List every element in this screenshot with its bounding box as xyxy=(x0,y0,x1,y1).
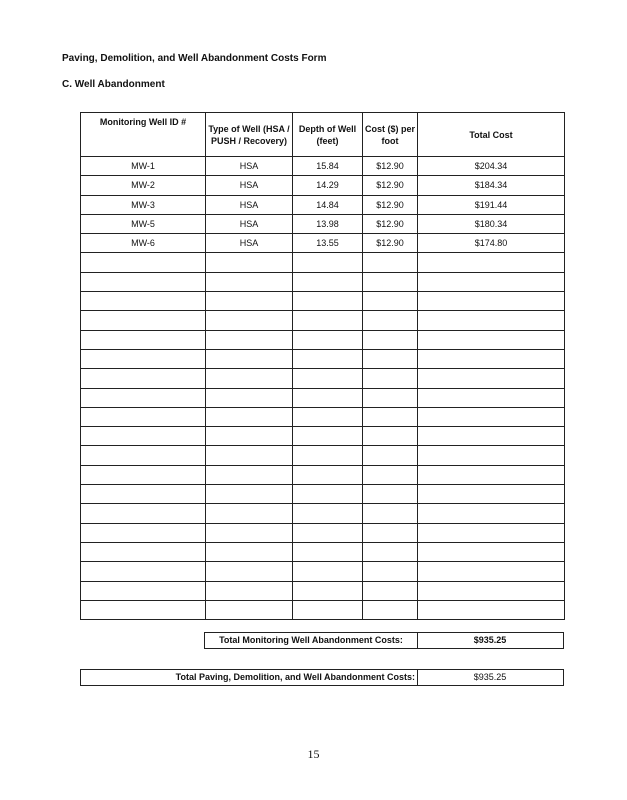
empty-cell xyxy=(81,407,206,426)
empty-cell xyxy=(293,407,363,426)
empty-cell xyxy=(363,600,418,619)
empty-table-row xyxy=(81,523,565,542)
well-type-cell: HSA xyxy=(206,195,293,214)
empty-table-row xyxy=(81,388,565,407)
total-cost-cell: $174.80 xyxy=(418,234,565,253)
empty-cell xyxy=(293,562,363,581)
empty-cell xyxy=(206,349,293,368)
empty-table-row xyxy=(81,272,565,291)
empty-cell xyxy=(293,349,363,368)
depth-cell: 14.29 xyxy=(293,176,363,195)
cost-per-foot-cell: $12.90 xyxy=(363,176,418,195)
empty-cell xyxy=(293,600,363,619)
empty-cell xyxy=(293,581,363,600)
empty-cell xyxy=(418,311,565,330)
empty-cell xyxy=(293,253,363,272)
well-type-cell: HSA xyxy=(206,234,293,253)
empty-table-row xyxy=(81,600,565,619)
column-header-total-cost: Total Cost xyxy=(418,113,565,157)
empty-cell xyxy=(81,427,206,446)
empty-cell xyxy=(363,407,418,426)
empty-cell xyxy=(363,523,418,542)
empty-cell xyxy=(418,292,565,311)
empty-table-row xyxy=(81,407,565,426)
well-id-cell: MW-6 xyxy=(81,234,206,253)
monitoring-total-label: Total Monitoring Well Abandonment Costs: xyxy=(219,635,403,645)
empty-table-row xyxy=(81,427,565,446)
empty-cell xyxy=(81,388,206,407)
section-title: C. Well Abandonment xyxy=(62,79,165,90)
empty-cell xyxy=(363,542,418,561)
depth-cell: 13.98 xyxy=(293,214,363,233)
empty-cell xyxy=(206,581,293,600)
empty-cell xyxy=(206,542,293,561)
empty-table-row xyxy=(81,562,565,581)
empty-cell xyxy=(206,504,293,523)
well-id-cell: MW-5 xyxy=(81,214,206,233)
depth-cell: 13.55 xyxy=(293,234,363,253)
overall-total-box xyxy=(80,669,564,686)
empty-cell xyxy=(418,504,565,523)
empty-cell xyxy=(206,330,293,349)
empty-cell xyxy=(81,485,206,504)
empty-cell xyxy=(363,369,418,388)
column-header-depth: Depth of Well (feet) xyxy=(293,113,363,157)
total-cost-cell: $191.44 xyxy=(418,195,565,214)
empty-cell xyxy=(363,427,418,446)
empty-table-row xyxy=(81,253,565,272)
empty-table-row xyxy=(81,311,565,330)
empty-cell xyxy=(363,465,418,484)
empty-cell xyxy=(363,485,418,504)
empty-cell xyxy=(206,523,293,542)
empty-cell xyxy=(206,388,293,407)
table-row xyxy=(81,234,565,253)
empty-cell xyxy=(418,388,565,407)
empty-cell xyxy=(206,465,293,484)
empty-cell xyxy=(418,369,565,388)
empty-cell xyxy=(418,523,565,542)
empty-cell xyxy=(418,446,565,465)
overall-total-value: $935.25 xyxy=(473,672,507,682)
empty-cell xyxy=(206,407,293,426)
empty-table-row xyxy=(81,465,565,484)
empty-cell xyxy=(293,523,363,542)
empty-cell xyxy=(206,600,293,619)
empty-cell xyxy=(418,600,565,619)
empty-table-row xyxy=(81,504,565,523)
overall-total-label: Total Paving, Demolition, and Well Abandonment Costs: xyxy=(175,672,415,682)
empty-cell xyxy=(418,562,565,581)
empty-table-row xyxy=(81,581,565,600)
empty-cell xyxy=(293,465,363,484)
column-header-well-type: Type of Well (HSA / PUSH / Recovery) xyxy=(206,113,293,157)
empty-cell xyxy=(363,253,418,272)
empty-cell xyxy=(363,581,418,600)
empty-cell xyxy=(206,292,293,311)
empty-cell xyxy=(81,465,206,484)
well-type-cell: HSA xyxy=(206,157,293,176)
empty-table-row xyxy=(81,349,565,368)
empty-cell xyxy=(293,427,363,446)
empty-cell xyxy=(81,562,206,581)
empty-cell xyxy=(81,542,206,561)
empty-cell xyxy=(293,311,363,330)
empty-table-row xyxy=(81,485,565,504)
empty-cell xyxy=(418,485,565,504)
empty-cell xyxy=(293,292,363,311)
empty-cell xyxy=(81,581,206,600)
depth-cell: 15.84 xyxy=(293,157,363,176)
total-cost-cell: $184.34 xyxy=(418,176,565,195)
page-number: 15 xyxy=(307,747,320,761)
well-type-cell: HSA xyxy=(206,176,293,195)
empty-cell xyxy=(418,330,565,349)
empty-cell xyxy=(81,600,206,619)
empty-cell xyxy=(418,427,565,446)
cost-per-foot-cell: $12.90 xyxy=(363,234,418,253)
empty-cell xyxy=(206,253,293,272)
empty-cell xyxy=(363,388,418,407)
empty-cell xyxy=(363,504,418,523)
empty-cell xyxy=(293,272,363,291)
empty-cell xyxy=(363,311,418,330)
empty-cell xyxy=(418,465,565,484)
well-type-cell: HSA xyxy=(206,214,293,233)
well-id-cell: MW-2 xyxy=(81,176,206,195)
column-header-cost-per-foot: Cost ($) per foot xyxy=(363,113,418,157)
empty-cell xyxy=(81,253,206,272)
empty-cell xyxy=(363,446,418,465)
empty-table-row xyxy=(81,369,565,388)
empty-table-row xyxy=(81,446,565,465)
column-header-well-id: Monitoring Well ID # xyxy=(81,113,206,157)
empty-cell xyxy=(81,330,206,349)
total-cost-cell: $180.34 xyxy=(418,214,565,233)
cost-per-foot-cell: $12.90 xyxy=(363,214,418,233)
empty-cell xyxy=(81,292,206,311)
well-abandonment-table xyxy=(80,112,565,620)
empty-cell xyxy=(81,272,206,291)
empty-cell xyxy=(418,349,565,368)
empty-cell xyxy=(206,485,293,504)
empty-cell xyxy=(293,369,363,388)
table-row xyxy=(81,214,565,233)
empty-cell xyxy=(81,311,206,330)
empty-cell xyxy=(81,369,206,388)
empty-cell xyxy=(206,311,293,330)
empty-cell xyxy=(206,446,293,465)
empty-cell xyxy=(418,542,565,561)
table-header-row xyxy=(81,113,565,157)
empty-cell xyxy=(418,253,565,272)
total-cost-cell: $204.34 xyxy=(418,157,565,176)
empty-cell xyxy=(363,562,418,581)
table-row xyxy=(81,157,565,176)
cost-per-foot-cell: $12.90 xyxy=(363,157,418,176)
table-body xyxy=(81,157,565,620)
empty-cell xyxy=(293,542,363,561)
form-title: Paving, Demolition, and Well Abandonment Costs Form xyxy=(62,53,327,64)
empty-cell xyxy=(293,485,363,504)
empty-cell xyxy=(363,272,418,291)
empty-cell xyxy=(81,349,206,368)
well-id-cell: MW-3 xyxy=(81,195,206,214)
well-id-cell: MW-1 xyxy=(81,157,206,176)
depth-cell: 14.84 xyxy=(293,195,363,214)
empty-cell xyxy=(81,504,206,523)
empty-cell xyxy=(293,446,363,465)
empty-cell xyxy=(418,407,565,426)
empty-table-row xyxy=(81,330,565,349)
cost-per-foot-cell: $12.90 xyxy=(363,195,418,214)
empty-cell xyxy=(293,330,363,349)
empty-table-row xyxy=(81,542,565,561)
empty-cell xyxy=(363,349,418,368)
empty-cell xyxy=(293,504,363,523)
empty-cell xyxy=(293,388,363,407)
empty-cell xyxy=(363,292,418,311)
empty-cell xyxy=(206,562,293,581)
empty-table-row xyxy=(81,292,565,311)
monitoring-total-box xyxy=(204,632,564,649)
empty-cell xyxy=(206,369,293,388)
empty-cell xyxy=(81,446,206,465)
empty-cell xyxy=(206,427,293,446)
empty-cell xyxy=(81,523,206,542)
empty-cell xyxy=(206,272,293,291)
empty-cell xyxy=(363,330,418,349)
table-row xyxy=(81,176,565,195)
monitoring-total-value: $935.25 xyxy=(473,635,507,645)
empty-cell xyxy=(418,581,565,600)
table-row xyxy=(81,195,565,214)
empty-cell xyxy=(418,272,565,291)
